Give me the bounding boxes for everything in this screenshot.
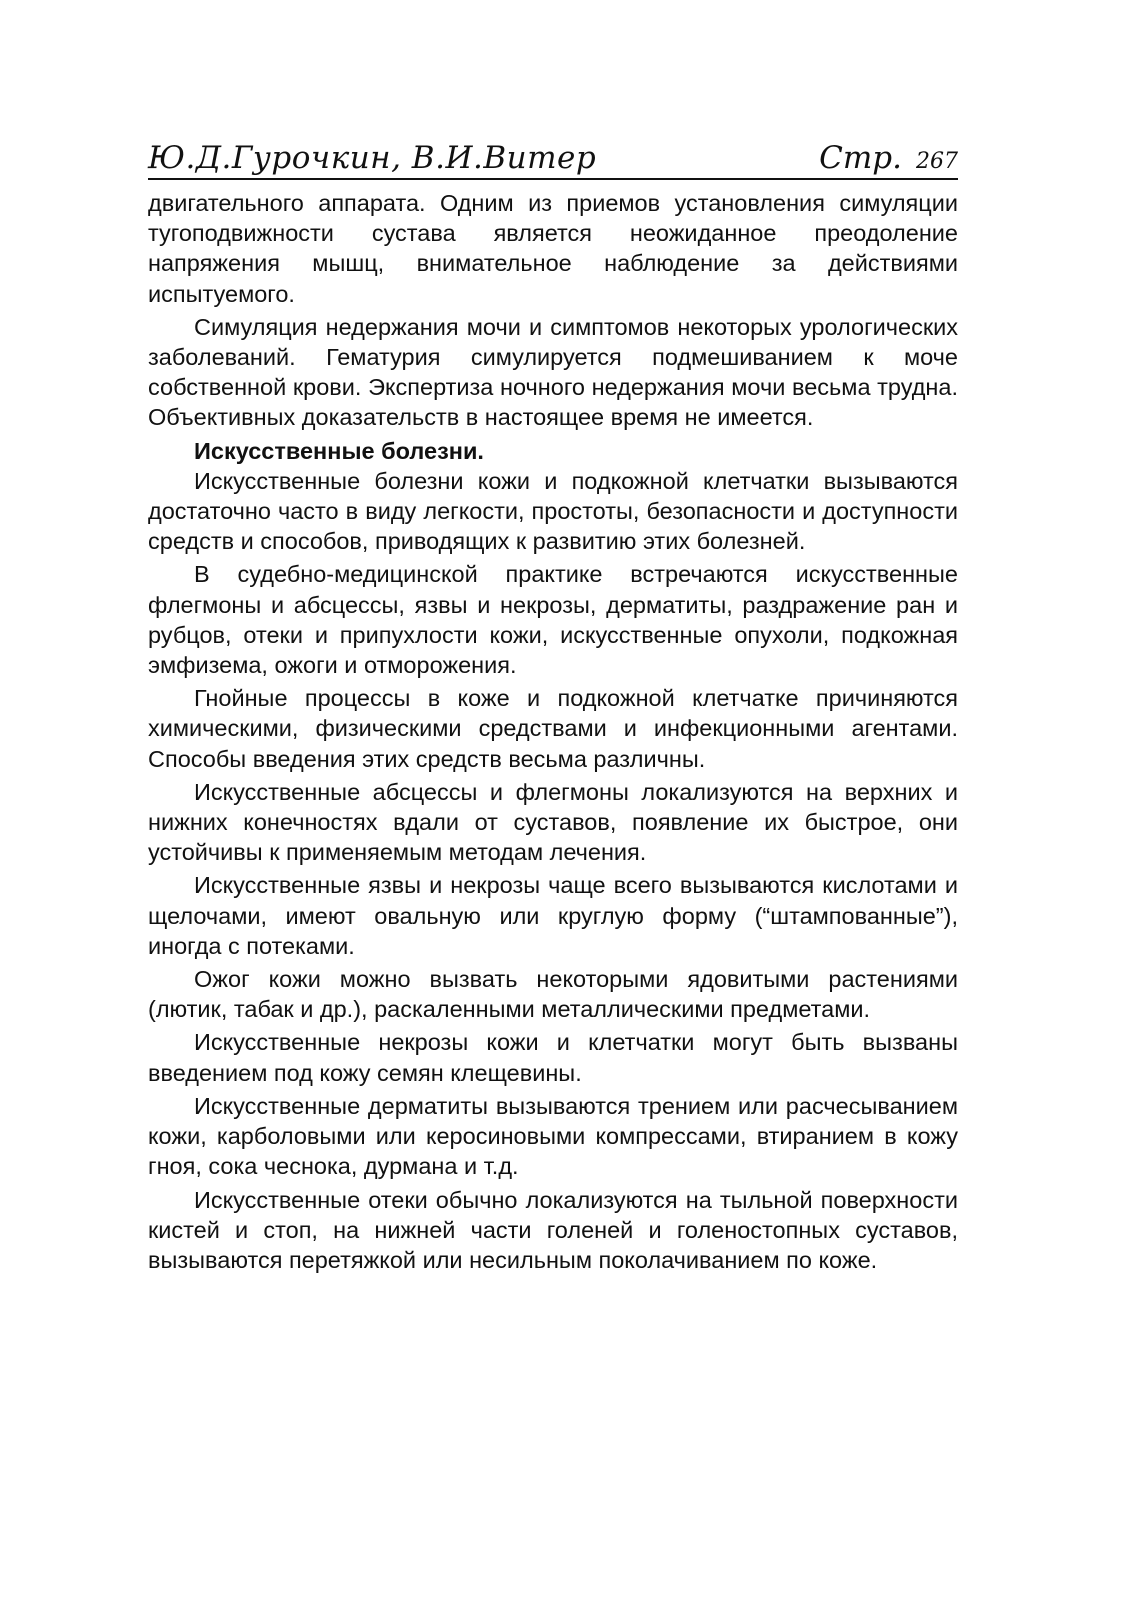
- book-page: [148, 118, 958, 1278]
- paragraph: двигательного аппарата. Одним из приемов установления симуляции тугоподвижности сустава является неожиданное преодоление напряжения мышц, внимательное наблюдение за действиями испытуемого.: [148, 190, 958, 307]
- header-authors: Ю.Д.Гурочкин, В.И.Витер: [148, 140, 597, 176]
- paragraph: Искусственные отеки обычно локализуются на тыльной поверхности кистей и стоп, на нижней части голеней и голеностопных суставов, вызываются перетяжкой или несильным поколачиванием по коже.: [148, 1186, 958, 1273]
- paragraph: Искусственные язвы и некрозы чаще всего вызываются кислотами и щелочами, имеют овальную или круглую форму (“штампованные”), иногда с потеками.: [148, 872, 958, 959]
- page-label: Стр.: [819, 140, 902, 176]
- body-text: [148, 188, 958, 1275]
- paragraph: Симуляция недержания мочи и симптомов некоторых урологических заболеваний. Гематурия симулируется подмешиванием к моче собственной крови. Экспертиза ночного недержания мочи весьма трудна. Объективных доказательств в настоящее время не имеется.: [148, 313, 958, 431]
- paragraph: Ожог кожи можно вызвать некоторыми ядовитыми растениями (лютик, табак и др.), раскаленными металлическими предметами.: [148, 966, 958, 1023]
- header-page-number: [819, 140, 958, 176]
- paragraph: Искусственные дерматиты вызываются трением или расчесыванием кожи, карболовыми или керосиновыми компрессами, втиранием в кожу гноя, сока чеснока, дурмана и т.д.: [148, 1092, 958, 1180]
- page-number: 267: [916, 149, 958, 174]
- paragraph: Искусственные абсцессы и флегмоны локализуются на верхних и нижних конечностях вдали от суставов, появление их быстрое, они устойчивы к применяемым методам лечения.: [148, 778, 958, 866]
- paragraph: Искусственные болезни кожи и подкожной клетчатки вызываются достаточно часто в виду легкости, простоты, безопасности и доступности средств и способов, приводящих к развитию этих болезней.: [148, 467, 958, 555]
- paragraph: Искусственные некрозы кожи и клетчатки могут быть вызваны введением под кожу семян клещевины.: [148, 1029, 958, 1086]
- section-heading: Искусственные болезни.: [194, 437, 484, 464]
- running-header: [148, 118, 958, 180]
- paragraph: Гнойные процессы в коже и подкожной клетчатке причиняются химическими, физическими средствами и инфекционными агентами. Способы введения этих средств весьма различны.: [148, 685, 958, 772]
- paragraph: В судебно-медицинской практике встречаются искусственные флегмоны и абсцессы, язвы и некрозы, дерматиты, раздражение ран и рубцов, отеки и припухлости кожи, искусственные опухоли, подкожная эмфизема, ожоги и отморожения.: [148, 561, 958, 679]
